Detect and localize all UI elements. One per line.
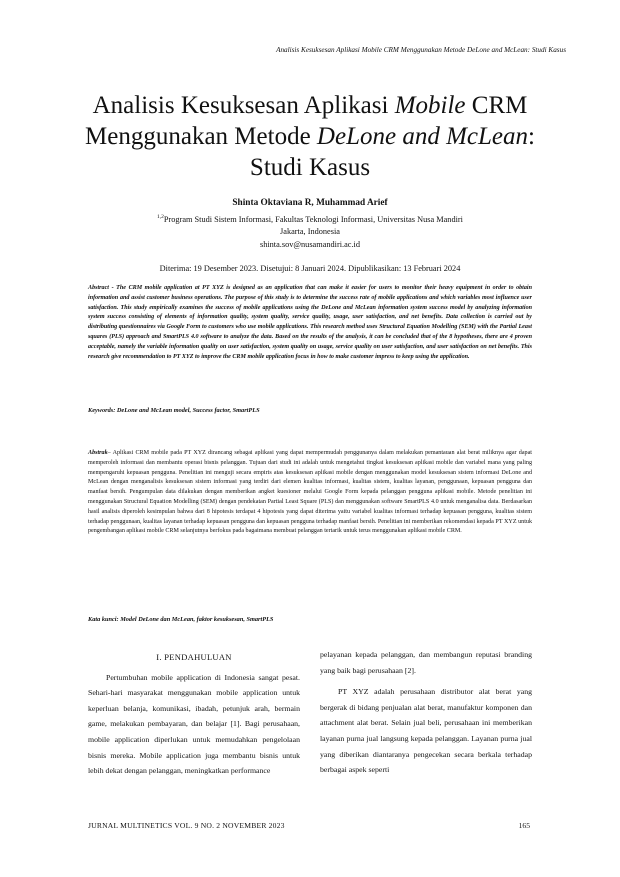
title-line3: Studi Kasus (249, 154, 371, 181)
author-names: Shinta Oktaviana R, Muhammad Arief (232, 198, 388, 208)
author-affiliation: $^{1,2}$Program Studi Sistem Informasi, Fakultas Teknologi Informasi, Universitas Nusa Mandiri Jakarta, Indonesia shinta.sov@nusamandiri.ac.id (157, 214, 463, 249)
abstract-indonesian: Abstrak– Aplikasi CRM mobile pada PT XYZ dirancang sebagai aplikasi yang dapat mempermudah penggunanya dalam melakukan pemantauan alat berat miliknya agar dapat memperoleh informasi dan membantu operasi bisnis pelanggan. Tujuan dari studi ini adalah untuk mengetahui tingkat kesuksesan aplikasi mobile dan variabel mana yang paling mempengaruhi kepuasan pengguna. Penelitian ini menguji secara empiris atas kesuksesan aplikasi mobile dengan menggunakan model kesuksesan sistem informasi DeLone and McLean dengan menganalisis kesuksesan sistem informasi yang terdiri dari elemen kualitas informasi, kualitas sistem, kualitas layanan, penggunaan, kepuasan pengguna dan manfaat bersih. Pengumpulan data dilakukan dengan memberikan angket kuesioner melalui Google Form kepada pelanggan pengguna aplikasi mobile. Metode penelitian ini menggunakan Structural Equation Modelling (SEM) dengan pendekatan Partial Least Square (PLS) dan menggunakan software SmartPLS 4.0 untuk menganalisa data. Berdasarkan hasil analisis diperoleh kesimpulan bahwa dari 8 hipotesis terdapat 4 hipotesis yang dapat diterima yaitu variabel kualitas informasi terhadap kepuasan pengguna, kualitas sistem terhadap penggunaan, kualitas layanan terhadap kepuasan pengguna dan kepuasan pengguna terhadap manfaat bersih. Penelitian ini memberikan rekomendasi kepada PT XYZ untuk pengembangan aplikasi mobile CRM selanjutnya berfokus pada bagaimana membuat pelanggan tertarik untuk terus menggunakan aplikasi mobile CRM. (88, 450, 532, 535)
affiliation-city: Jakarta, Indonesia (280, 227, 340, 237)
publication-dates: Diterima: 19 Desember 2023. Disetujui: 8 Januari 2024. Dipublikasikan: 13 Februari 2024 (159, 264, 461, 273)
author-email: shinta.sov@nusamandiri.ac.id (259, 239, 361, 249)
abstrak-label: Abstrak (88, 450, 108, 456)
affiliation-superscript: 1,2 (157, 214, 164, 220)
body-paragraph: Pertumbuhan mobile application di Indonesia sangat pesat. Sehari-hari masyarakat menggunakan mobile application untuk keperluan belanja, komunikasi, ibadah, petunjuk arah, bermain game, melakukan pembayaran, dan belajar [1]. Bagi perusahaan, mobile application diperlukan untuk memudahkan pengelolaan bisnis mereka. Mobile application juga membantu bisnis untuk lebih dekat dengan pelanggan, meningkatkan performance (88, 672, 300, 776)
title-line2: Menggunakan Metode DeLone and McLean: (85, 123, 535, 150)
paper-title (60, 90, 560, 183)
abstract-label: Abstract (88, 285, 109, 291)
body-paragraph: PT XYZ adalah perusahaan distributor alat berat yang bergerak di bidang penjualan alat berat, manufaktur komponen dan attachment alat berat. Selain jual beli, perusahaan ini memberikan layanan purna jual langsung kepada pelanggan. Layanan purna jual yang diberikan diantaranya pengecekan secara berkala terhadap berbagai aspek seperti (320, 687, 532, 775)
section-heading: I. PENDAHULUAN (156, 652, 232, 662)
body-column-left (88, 650, 300, 785)
abstract-english: Abstract - The CRM mobile application at PT XYZ is designed as an application that can make it easier for users to monitor their heavy equipment in order to obtain information and assist customer business operations. The purpose of this study is to determine the success rate of mobile applications and which variables most influence user satisfaction. This study empirically examines the success of mobile applications using the DeLone and McLean information system success model by analyzing information system success consisting of elements of information quality, system quality, service quality, usage, user satisfaction, and net benefits. Data collection is carried out by distributing questionnaires via Google Form to customers who use mobile applications. This research method uses Structural Equation Modelling (SEM) with the Partial Least squares (PLS) approach and SmartPLS 4.0 software to analyze the data. Based on the results of the analysis, it can be concluded that of the 8 hypotheses, there are 4 proven acceptable, namely the variable information quality on user satisfaction, system quality on usage, service quality on user satisfaction, and user satisfaction on net benefits. This research give recommendation to PT XYZ to improve the CRM mobile application focus in how to make customer impress to keep using the application. (88, 285, 532, 360)
body-column-right (320, 647, 532, 784)
page-number: 165 (518, 821, 530, 830)
body-paragraph: pelayanan kepada pelanggan, dan membangun reputasi branding yang baik bagi perusahaan [2]. (320, 650, 532, 675)
title-line1: Analisis Kesuksesan Aplikasi Mobile CRM (92, 92, 528, 119)
running-header: Analisis Kesuksesan Aplikasi Mobile CRM Menggunakan Metode DeLone and McLean: Studi Kasus (276, 46, 566, 54)
keywords-indonesian: Kata kunci: Model DeLone dan McLean, faktor kesuksesan, SmartPLS (88, 616, 274, 623)
footer-journal: JURNAL MULTINETICS VOL. 9 NO. 2 NOVEMBER 2023 (88, 821, 285, 830)
keywords-english: Keywords: DeLone and McLean model, Success factor, SmartPLS (88, 407, 260, 414)
